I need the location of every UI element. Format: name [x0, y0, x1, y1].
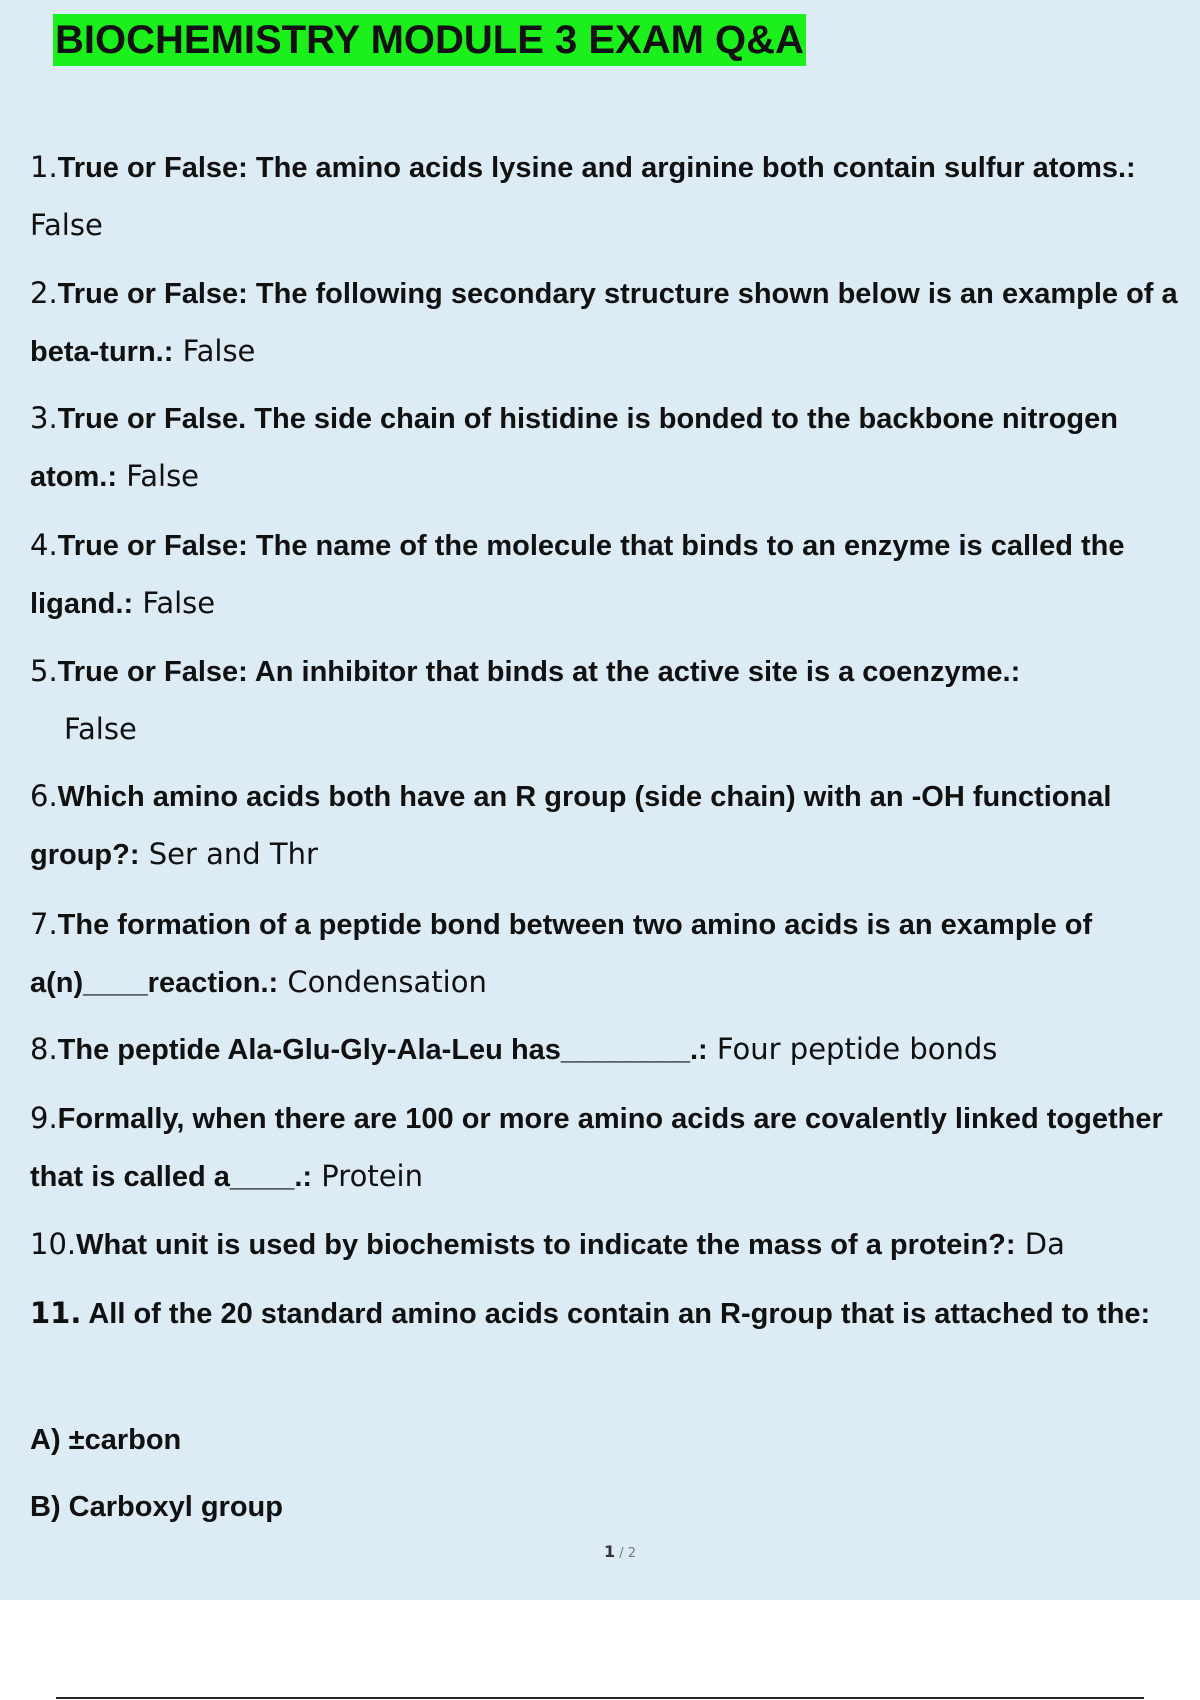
question-number: 5.	[30, 654, 58, 688]
answer-text: Four peptide bonds	[707, 1032, 998, 1066]
question-item	[30, 768, 1180, 884]
question-item	[30, 896, 1180, 1012]
question-text: The formation of a peptide bond between two amino acids is an example of a(n)____reaction.:	[30, 909, 1093, 999]
question-text: The peptide Ala-Glu-Gly-Ala-Leu has________.:	[57, 1034, 708, 1066]
answer-text: Condensation	[278, 965, 487, 999]
question-item	[30, 139, 1180, 255]
question-item	[30, 1090, 1180, 1206]
answer-text: False	[133, 586, 216, 620]
question-text: What unit is used by biochemists to indicate the mass of a protein?:	[76, 1229, 1016, 1261]
question-item	[30, 1285, 1180, 1343]
answer-option: B) Carboxyl group	[30, 1491, 283, 1523]
question-number: 9.	[30, 1101, 58, 1135]
question-text: True or False: The name of the molecule that binds to an enzyme is called the ligand.:	[30, 530, 1125, 620]
question-number: 10.	[30, 1227, 77, 1261]
question-item	[30, 643, 1180, 759]
question-item	[30, 265, 1180, 381]
answer-text: Protein	[312, 1159, 423, 1193]
answer-text: False	[64, 712, 137, 746]
question-item	[30, 517, 1180, 633]
page-total: / 2	[615, 1546, 637, 1561]
question-number: 2.	[30, 276, 58, 310]
question-number: 6.	[30, 779, 58, 813]
question-text: True or False. The side chain of histidine is bonded to the backbone nitrogen atom.:	[30, 403, 1118, 493]
page-current: 1	[603, 1542, 616, 1561]
question-text: True or False: An inhibitor that binds at the active site is a coenzyme.:	[57, 656, 1021, 688]
answer-text: False	[30, 208, 103, 242]
answer-text: False	[117, 459, 200, 493]
question-text: All of the 20 standard amino acids contain an R-group that is attached to the:	[81, 1298, 1151, 1330]
question-number: 7.	[30, 907, 58, 941]
document-title: BIOCHEMISTRY MODULE 3 EXAM Q&A	[53, 14, 806, 66]
page-indicator	[0, 1542, 1200, 1561]
answer-text: Da	[1015, 1227, 1065, 1261]
question-number: 1.	[30, 150, 58, 184]
question-number: 8.	[30, 1032, 58, 1066]
question-number: 3.	[30, 401, 58, 435]
answer-text: False	[173, 334, 256, 368]
question-number: 11.	[30, 1296, 82, 1330]
question-item	[30, 390, 1180, 506]
answer-text: Ser and Thr	[139, 837, 318, 871]
question-item	[30, 1021, 1180, 1079]
question-text: True or False: The amino acids lysine and arginine both contain sulfur atoms.:	[57, 152, 1136, 184]
answer-option: A) ±carbon	[30, 1424, 182, 1456]
question-number: 4.	[30, 528, 58, 562]
question-text: Formally, when there are 100 or more amino acids are covalently linked together that is called a____.:	[30, 1103, 1163, 1193]
page-divider	[56, 1697, 1144, 1699]
question-text: True or False: The following secondary structure shown below is an example of a beta-turn.:	[30, 278, 1178, 368]
question-text: Which amino acids both have an R group (side chain) with an -OH functional group?:	[30, 781, 1112, 871]
question-item	[30, 1216, 1180, 1274]
